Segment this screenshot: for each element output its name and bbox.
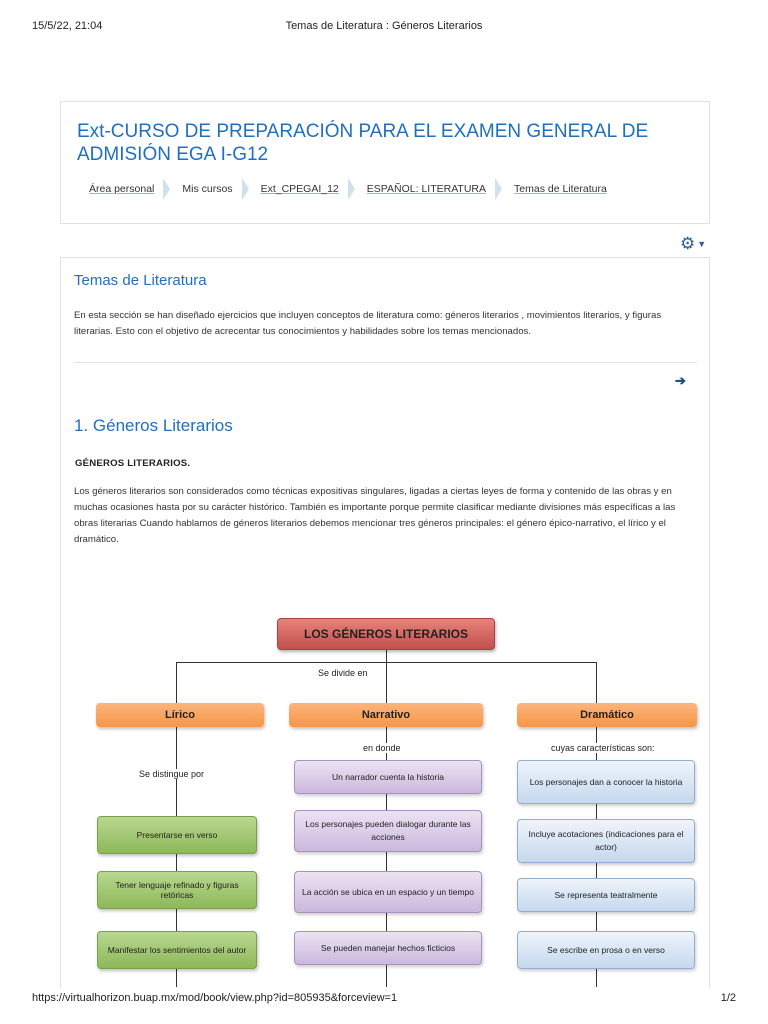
breadcrumb-item-course[interactable]: Ext_CPEGAI_12	[260, 183, 339, 195]
connector-line	[386, 650, 387, 662]
print-footer	[0, 988, 768, 1008]
print-header	[0, 0, 768, 40]
narrativo-item: Los personajes pueden dialogar durante las acciones	[294, 810, 482, 852]
breadcrumb-item-espanol-literatura[interactable]: ESPAÑOL: LITERATURA	[366, 183, 487, 195]
dramatico-item: Se representa teatralmente	[517, 878, 695, 912]
genre-heading: GÉNEROS LITERARIOS.	[75, 458, 191, 469]
breadcrumb-separator-icon	[348, 178, 355, 200]
breadcrumb-item-area-personal[interactable]: Área personal	[89, 183, 155, 195]
dramatico-connector-label: cuyas características son:	[551, 743, 655, 753]
breadcrumb	[89, 180, 607, 198]
category-narrativo: Narrativo	[289, 703, 483, 727]
print-timestamp: 15/5/22, 21:04	[32, 20, 103, 32]
book-content	[60, 257, 710, 988]
narrativo-item: La acción se ubica en un espacio y un tiempo	[294, 871, 482, 913]
arrow-right-icon: ➔	[675, 373, 686, 388]
section-description: En esta sección se han diseñado ejercicios que incluyen conceptos de literatura como: géneros literarios , movimientos literarios, y figuras literarias. Esto con el objetivo de acrecentar tus conocimientos y habilidades sobre los temas mencionados.	[74, 310, 662, 337]
section-title: Temas de Literatura	[74, 272, 207, 289]
lirico-item: Tener lenguaje refinado y figuras retóricas	[97, 871, 257, 909]
category-lirico: Lírico	[96, 703, 264, 727]
breadcrumb-separator-icon	[495, 178, 502, 200]
lirico-item: Manifestar los sentimientos del autor	[97, 931, 257, 969]
dramatico-item: Se escribe en prosa o en verso	[517, 931, 695, 969]
breadcrumb-item-mis-cursos[interactable]: Mis cursos	[182, 183, 233, 195]
print-page-title: Temas de Literatura : Géneros Literarios	[285, 20, 483, 32]
chapter-title: 1. Géneros Literarios	[74, 416, 233, 435]
lirico-connector-label: Se distingue por	[139, 769, 205, 779]
course-title: Ext-CURSO DE PREPARACIÓN PARA EL EXAMEN GENERAL DE ADMISIÓN EGA I-G12	[77, 121, 649, 165]
gear-icon: ⚙	[680, 234, 696, 253]
narrativo-item: Un narrador cuenta la historia	[294, 760, 482, 794]
genres-concept-map	[61, 258, 710, 988]
connector-line	[386, 662, 387, 703]
genre-paragraph: Los géneros literarios son considerados como técnicas expositivas singulares, ligadas a ciertas leyes de forma y contenido de las obras y en muchas ocasiones hasta por su carácter histórico. También es importante porque permite clasificar mediante divisiones más específicas a las obras literarias Cuando hablamos de géneros literarios debemos mencionar tres géneros principales: el género épico-narrativo, el lírico y el dramático.	[74, 486, 676, 545]
divides-label: Se divide en	[318, 668, 368, 678]
breadcrumb-separator-icon	[242, 178, 249, 200]
connector-line	[176, 662, 177, 703]
caret-down-icon: ▼	[697, 239, 707, 249]
settings-menu-button[interactable]	[680, 234, 710, 254]
course-header	[60, 101, 710, 224]
narrativo-item: Se pueden manejar hechos ficticios	[294, 931, 482, 965]
category-dramatico: Dramático	[517, 703, 697, 727]
print-page-number: 1/2	[720, 992, 736, 1004]
breadcrumb-item-temas-literatura[interactable]: Temas de Literatura	[514, 183, 607, 195]
narrativo-connector-label: en donde	[363, 743, 401, 753]
dramatico-item: Incluye acotaciones (indicaciones para el actor)	[517, 819, 695, 863]
diagram-root: LOS GÉNEROS LITERARIOS	[277, 618, 495, 650]
lirico-item: Presentarse en verso	[97, 816, 257, 854]
print-url: https://virtualhorizon.buap.mx/mod/book/view.php?id=805935&forceview=1	[32, 992, 398, 1004]
dramatico-item: Los personajes dan a conocer la historia	[517, 760, 695, 804]
breadcrumb-separator-icon	[163, 178, 170, 200]
connector-line	[596, 662, 597, 703]
